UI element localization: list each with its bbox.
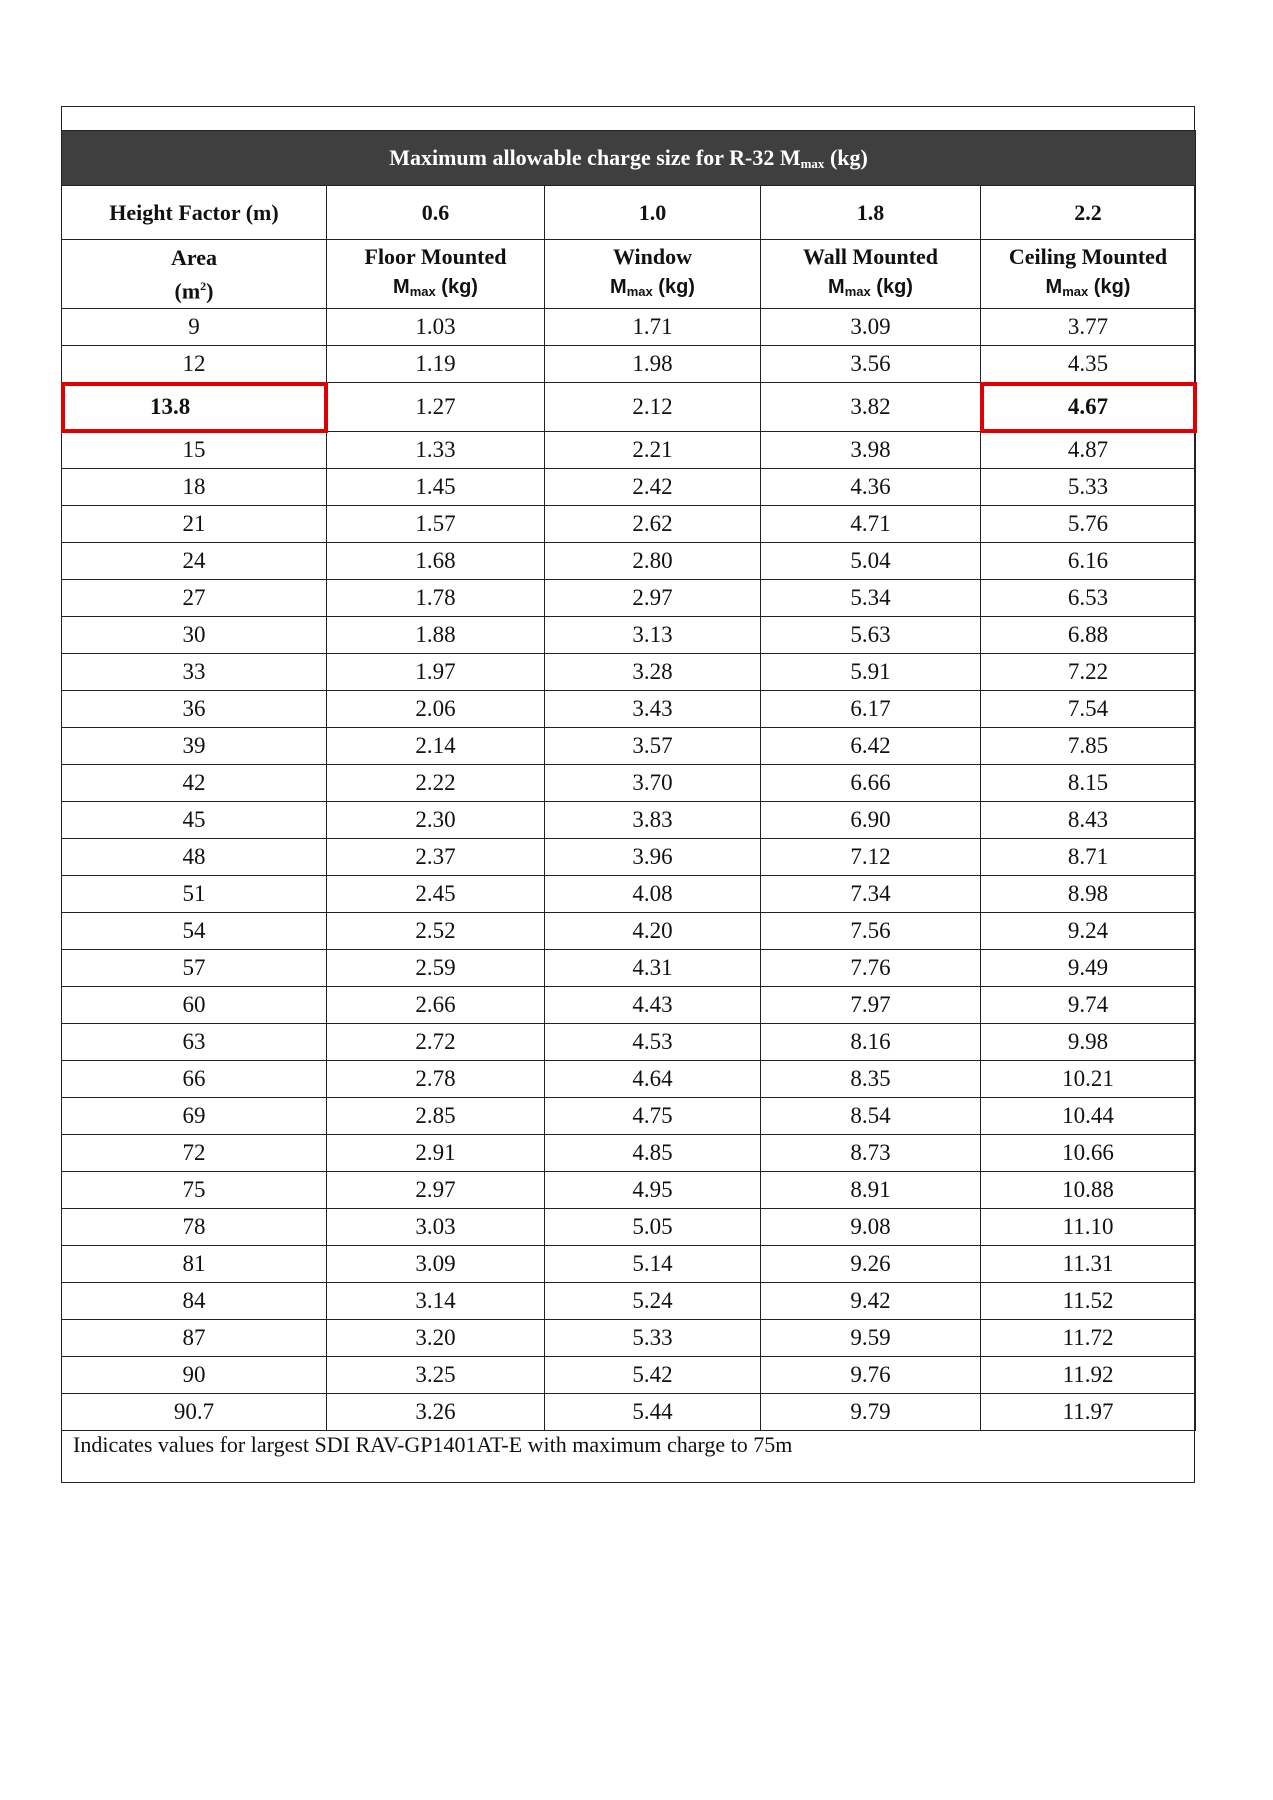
mmax-cell: 10.66	[981, 1135, 1196, 1172]
mmax-cell: 3.03	[327, 1209, 545, 1246]
mmax-cell: 11.97	[981, 1394, 1196, 1431]
area-cell: 42	[62, 765, 327, 802]
table-row	[62, 691, 1196, 728]
mmax-cell: 8.91	[761, 1172, 981, 1209]
mmax-cell: 4.08	[545, 876, 761, 913]
mmax-cell: 4.85	[545, 1135, 761, 1172]
column-header: Floor Mounted $M_{max}$ (kg)	[327, 240, 545, 309]
mmax-cell: 5.42	[545, 1357, 761, 1394]
mmax-cell: 3.77	[981, 309, 1196, 346]
table-row	[62, 654, 1196, 691]
area-cell: 9	[62, 309, 327, 346]
mmax-cell: 2.22	[327, 765, 545, 802]
mmax-cell: 2.62	[545, 506, 761, 543]
height-factor-row	[62, 186, 1196, 240]
area-cell: 27	[62, 580, 327, 617]
mmax-cell: 5.76	[981, 506, 1196, 543]
table-row	[62, 876, 1196, 913]
mmax-cell: 4.36	[761, 469, 981, 506]
mmax-cell: 4.71	[761, 506, 981, 543]
mmax-cell: 11.52	[981, 1283, 1196, 1320]
mmax-cell: 5.04	[761, 543, 981, 580]
mmax-cell: 9.42	[761, 1283, 981, 1320]
area-cell: 18	[62, 469, 327, 506]
mmax-cell: 2.06	[327, 691, 545, 728]
area-cell: 66	[62, 1061, 327, 1098]
mmax-cell: 2.45	[327, 876, 545, 913]
table-row	[62, 1394, 1196, 1431]
mmax-cell: 3.20	[327, 1320, 545, 1357]
mmax-cell: 6.16	[981, 543, 1196, 580]
area-cell: 81	[62, 1246, 327, 1283]
mmax-cell: 5.05	[545, 1209, 761, 1246]
mmax-cell: 1.27	[327, 383, 545, 432]
table-row	[62, 1172, 1196, 1209]
area-cell: 69	[62, 1098, 327, 1135]
mmax-cell: 1.88	[327, 617, 545, 654]
mmax-cell: 6.42	[761, 728, 981, 765]
area-cell: 36	[62, 691, 327, 728]
mmax-cell: 1.45	[327, 469, 545, 506]
table-row	[62, 1246, 1196, 1283]
column-header: Wall Mounted $M_{max}$ (kg)	[761, 240, 981, 309]
height-factor: 2.2	[981, 186, 1196, 240]
mmax-cell: 9.79	[761, 1394, 981, 1431]
mmax-cell: 11.31	[981, 1246, 1196, 1283]
table-row	[62, 506, 1196, 543]
mmax-cell: 3.98	[761, 432, 981, 469]
table-row	[62, 383, 1196, 432]
mmax-cell: 4.53	[545, 1024, 761, 1061]
mmax-cell: 2.37	[327, 839, 545, 876]
height-factor-label: Height Factor (m)	[62, 186, 327, 240]
table-row	[62, 432, 1196, 469]
mmax-cell: 10.44	[981, 1098, 1196, 1135]
area-cell: 45	[62, 802, 327, 839]
mmax-cell: 9.59	[761, 1320, 981, 1357]
mmax-cell: 2.91	[327, 1135, 545, 1172]
mmax-cell: 1.68	[327, 543, 545, 580]
table-row	[62, 543, 1196, 580]
mmax-cell: 5.24	[545, 1283, 761, 1320]
area-cell: 33	[62, 654, 327, 691]
area-cell: 90	[62, 1357, 327, 1394]
area-cell: 90.7	[62, 1394, 327, 1431]
area-cell: 54	[62, 913, 327, 950]
mmax-cell: 3.13	[545, 617, 761, 654]
mmax-cell: 6.90	[761, 802, 981, 839]
mmax-cell: 7.85	[981, 728, 1196, 765]
mmax-cell: 3.14	[327, 1283, 545, 1320]
mmax-cell: 4.75	[545, 1098, 761, 1135]
area-cell: 24	[62, 543, 327, 580]
table-row	[62, 580, 1196, 617]
column-header: Window $M_{max}$ (kg)	[545, 240, 761, 309]
mmax-cell: 2.80	[545, 543, 761, 580]
area-cell: 72	[62, 1135, 327, 1172]
mmax-cell: 2.59	[327, 950, 545, 987]
mmax-cell: 2.97	[327, 1172, 545, 1209]
mmax-cell: 5.63	[761, 617, 981, 654]
mmax-cell: 4.95	[545, 1172, 761, 1209]
mmax-cell: 8.54	[761, 1098, 981, 1135]
table-row	[62, 1283, 1196, 1320]
table-row	[62, 987, 1196, 1024]
mmax-cell: 5.33	[545, 1320, 761, 1357]
area-cell: 60	[62, 987, 327, 1024]
mmax-cell: 2.12	[545, 383, 761, 432]
mmax-cell: 9.08	[761, 1209, 981, 1246]
area-cell: 30	[62, 617, 327, 654]
mmax-cell: 1.03	[327, 309, 545, 346]
mmax-cell: 4.87	[981, 432, 1196, 469]
mmax-cell: 8.15	[981, 765, 1196, 802]
mmax-cell: 8.16	[761, 1024, 981, 1061]
area-cell: 12	[62, 346, 327, 383]
mmax-cell: 2.97	[545, 580, 761, 617]
table-row	[62, 346, 1196, 383]
mmax-cell: 5.14	[545, 1246, 761, 1283]
mmax-cell: 4.20	[545, 913, 761, 950]
table-row	[62, 1024, 1196, 1061]
mmax-cell: 2.14	[327, 728, 545, 765]
area-cell: 15	[62, 432, 327, 469]
mmax-cell: 2.42	[545, 469, 761, 506]
height-factor: 1.8	[761, 186, 981, 240]
mmax-cell: 3.57	[545, 728, 761, 765]
area-cell: 63	[62, 1024, 327, 1061]
mmax-cell: 6.66	[761, 765, 981, 802]
mmax-cell: 9.24	[981, 913, 1196, 950]
mmax-cell: 11.92	[981, 1357, 1196, 1394]
mmax-cell: 11.10	[981, 1209, 1196, 1246]
mmax-cell: 3.56	[761, 346, 981, 383]
mmax-cell: 3.09	[327, 1246, 545, 1283]
table-row	[62, 765, 1196, 802]
mmax-cell: 7.22	[981, 654, 1196, 691]
mmax-cell: 2.30	[327, 802, 545, 839]
mmax-cell: 7.54	[981, 691, 1196, 728]
table-row	[62, 913, 1196, 950]
area-header: Area $(m^2)$	[62, 240, 327, 309]
mmax-cell: 10.21	[981, 1061, 1196, 1098]
mmax-cell: 3.96	[545, 839, 761, 876]
mmax-cell: 1.98	[545, 346, 761, 383]
mmax-cell: 11.72	[981, 1320, 1196, 1357]
mmax-cell: 9.49	[981, 950, 1196, 987]
mmax-cell: 4.43	[545, 987, 761, 1024]
height-factor: 0.6	[327, 186, 545, 240]
table-row	[62, 1357, 1196, 1394]
mmax-cell: 9.74	[981, 987, 1196, 1024]
mmax-cell: 3.28	[545, 654, 761, 691]
mmax-cell: 2.52	[327, 913, 545, 950]
mmax-cell: 9.26	[761, 1246, 981, 1283]
mmax-cell: 6.53	[981, 580, 1196, 617]
table-row	[62, 728, 1196, 765]
mmax-cell: 5.91	[761, 654, 981, 691]
mmax-cell: 3.43	[545, 691, 761, 728]
area-cell: 13.8	[62, 383, 327, 432]
mmax-cell: 7.12	[761, 839, 981, 876]
mmax-cell: 7.76	[761, 950, 981, 987]
area-cell: 84	[62, 1283, 327, 1320]
mmax-cell: 8.98	[981, 876, 1196, 913]
mmax-cell: 4.35	[981, 346, 1196, 383]
area-cell: 21	[62, 506, 327, 543]
charge-size-table	[61, 130, 1196, 1431]
mmax-cell: 8.35	[761, 1061, 981, 1098]
column-header-row	[62, 240, 1196, 309]
mmax-cell: 8.73	[761, 1135, 981, 1172]
mmax-cell: 5.44	[545, 1394, 761, 1431]
mmax-cell: 1.71	[545, 309, 761, 346]
height-factor: 1.0	[545, 186, 761, 240]
mmax-cell: 3.83	[545, 802, 761, 839]
table-row	[62, 1098, 1196, 1135]
mmax-cell: 1.19	[327, 346, 545, 383]
mmax-cell: 7.56	[761, 913, 981, 950]
mmax-cell: 1.78	[327, 580, 545, 617]
mmax-cell: 6.88	[981, 617, 1196, 654]
mmax-cell: 8.43	[981, 802, 1196, 839]
table-row	[62, 1061, 1196, 1098]
mmax-cell: 7.97	[761, 987, 981, 1024]
mmax-cell: 8.71	[981, 839, 1196, 876]
table-footnote: Indicates values for largest SDI RAV-GP1401AT-E with maximum charge to 75m	[73, 1432, 793, 1457]
mmax-cell: 2.66	[327, 987, 545, 1024]
mmax-cell: 1.57	[327, 506, 545, 543]
mmax-cell: 2.85	[327, 1098, 545, 1135]
table-row	[62, 469, 1196, 506]
mmax-cell: 9.98	[981, 1024, 1196, 1061]
mmax-cell: 5.34	[761, 580, 981, 617]
mmax-cell: 3.26	[327, 1394, 545, 1431]
mmax-cell: 9.76	[761, 1357, 981, 1394]
mmax-cell: 3.82	[761, 383, 981, 432]
area-cell: 75	[62, 1172, 327, 1209]
table-row	[62, 950, 1196, 987]
mmax-cell: 4.67	[981, 383, 1196, 432]
mmax-cell: 2.78	[327, 1061, 545, 1098]
mmax-cell: 3.70	[545, 765, 761, 802]
table-row	[62, 839, 1196, 876]
area-cell: 48	[62, 839, 327, 876]
mmax-cell: 2.21	[545, 432, 761, 469]
mmax-cell: 2.72	[327, 1024, 545, 1061]
mmax-cell: 5.33	[981, 469, 1196, 506]
mmax-cell: 4.31	[545, 950, 761, 987]
mmax-cell: 1.33	[327, 432, 545, 469]
mmax-cell: 3.09	[761, 309, 981, 346]
table-title: Maximum allowable charge size for R-32 $M_{max}$ (kg)	[62, 131, 1196, 186]
mmax-cell: 6.17	[761, 691, 981, 728]
column-header: Ceiling Mounted $M_{max}$ (kg)	[981, 240, 1196, 309]
table-row	[62, 309, 1196, 346]
mmax-cell: 7.34	[761, 876, 981, 913]
mmax-cell: 3.25	[327, 1357, 545, 1394]
table-row	[62, 1135, 1196, 1172]
mmax-cell: 1.97	[327, 654, 545, 691]
mmax-cell: 4.64	[545, 1061, 761, 1098]
area-cell: 78	[62, 1209, 327, 1246]
table-row	[62, 802, 1196, 839]
area-cell: 87	[62, 1320, 327, 1357]
table-row	[62, 1209, 1196, 1246]
table-row	[62, 617, 1196, 654]
area-cell: 51	[62, 876, 327, 913]
area-cell: 57	[62, 950, 327, 987]
table-row	[62, 1320, 1196, 1357]
area-cell: 39	[62, 728, 327, 765]
mmax-cell: 10.88	[981, 1172, 1196, 1209]
